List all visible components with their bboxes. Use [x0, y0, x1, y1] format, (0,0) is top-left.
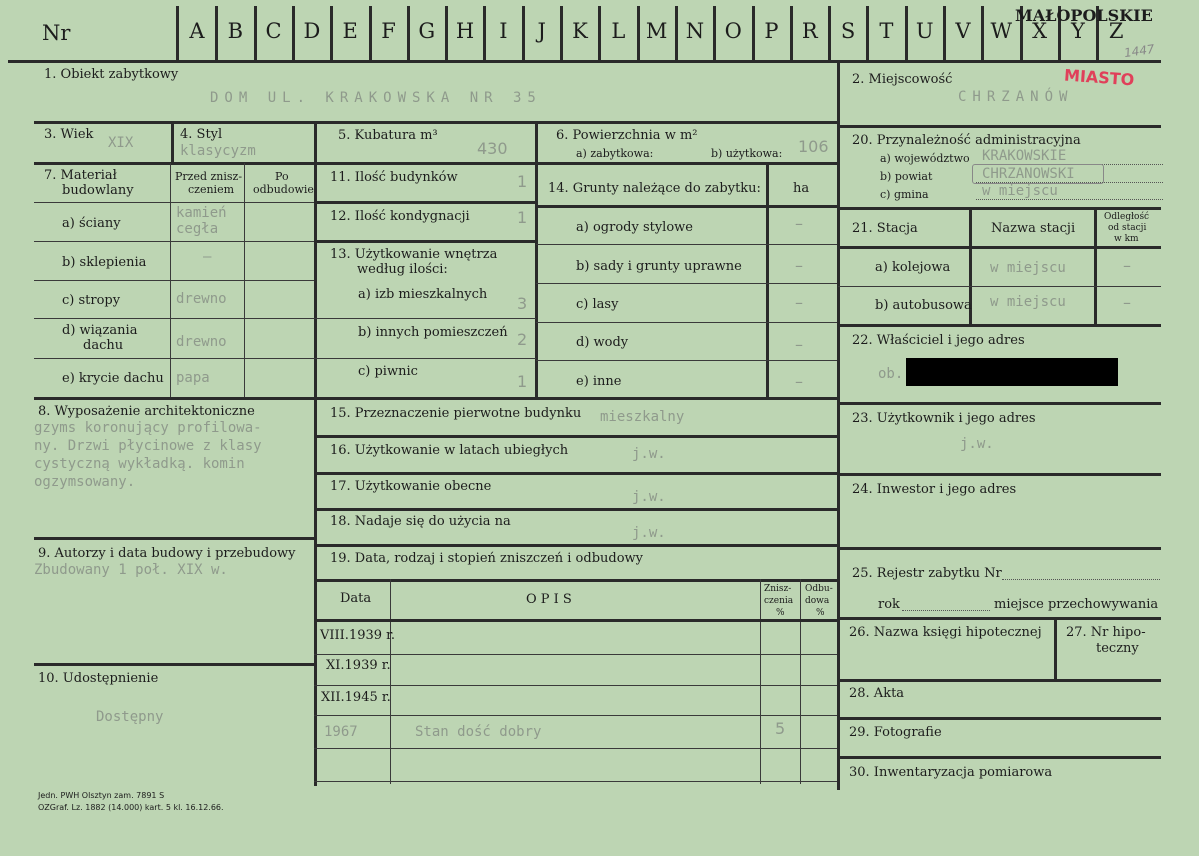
rule [314, 619, 839, 622]
col-destr-2: czenia [764, 596, 794, 606]
rule [34, 162, 314, 165]
field-1-value: DOM UL. KRAKOWSKA NR 35 [210, 90, 542, 106]
material-row-label: d) wiązania [62, 323, 138, 338]
rule [314, 685, 839, 686]
letter-i: I [499, 19, 508, 43]
rule [314, 201, 536, 204]
field-13-label-2: według ilości: [357, 262, 448, 277]
field-27-label: 27. Nr hipo- [1066, 625, 1146, 640]
rule [536, 360, 839, 361]
rule [171, 121, 174, 163]
dotted-line [902, 610, 990, 611]
rule [536, 322, 839, 323]
field-8-line: ogzymsowany. [34, 474, 136, 490]
rule [314, 240, 536, 243]
col-rebuild-2: dowa [805, 596, 830, 606]
field-6-a-label: a) zabytkowa: [576, 147, 654, 160]
rule [838, 756, 1161, 759]
letter-b: B [227, 19, 244, 43]
field-20a-value: KRAKOWSKIE [982, 148, 1067, 164]
col-after-1: Po [275, 170, 289, 183]
field-16-value: j.w. [632, 446, 666, 462]
field-8-line: gzyms koronujący profilowa- [34, 420, 262, 436]
field-15-label: 15. Przeznaczenie pierwotne budynku [330, 406, 582, 421]
land-row-label: e) inne [576, 374, 622, 389]
damage-row-date: XII.1945 r. [321, 690, 391, 705]
letter-t: T [879, 19, 894, 43]
field-30-label: 30. Inwentaryzacja pomiarowa [849, 765, 1053, 780]
field-5-label: 5. Kubatura m³ [338, 128, 438, 143]
land-row-value: – [795, 214, 803, 233]
field-11-label: 11. Ilość budynków [330, 170, 458, 185]
dotted-line [1002, 579, 1160, 580]
field-13c-value: 1 [517, 372, 528, 391]
letter-n: N [685, 19, 705, 43]
rule [314, 544, 839, 547]
rule [34, 663, 314, 666]
material-row-value: drewno [176, 291, 227, 307]
field-20c-label: c) gmina [880, 188, 929, 201]
rule [536, 244, 839, 245]
col-after-2: odbudowie [253, 183, 314, 196]
rule [838, 547, 1161, 550]
field-29-label: 29. Fotografie [849, 725, 942, 740]
handwritten-number: 1447 [1123, 41, 1156, 61]
land-row-label: d) wody [576, 335, 629, 350]
letter-j: J [537, 19, 546, 43]
rule [838, 473, 1161, 476]
dotted-line [976, 199, 1163, 200]
col-rebuild-1: Odbu- [805, 584, 833, 594]
rule [314, 435, 839, 438]
letter-g: G [418, 19, 436, 43]
material-row-label: b) sklepienia [62, 255, 147, 270]
land-row-value: – [795, 335, 803, 354]
station-rail-label: a) kolejowa [875, 260, 951, 275]
letter-l: L [611, 19, 626, 43]
field-9-value: Zbudowany 1 poł. XIX w. [34, 562, 228, 578]
rule [390, 579, 391, 784]
rule [314, 748, 839, 749]
letter-f: F [381, 19, 396, 43]
nr-label: Nr [42, 21, 71, 45]
field-4-label: 4. Styl [180, 127, 223, 142]
rule [34, 537, 314, 540]
field-18-value: j.w. [632, 525, 666, 541]
rule [314, 318, 536, 319]
rule [314, 358, 536, 359]
col-before-2: czeniem [188, 183, 235, 196]
field-20a-label: a) województwo [880, 152, 970, 165]
damage-row-desc: Stan dość dobry [415, 724, 542, 740]
field-8-label: 8. Wyposażenie architektoniczne [38, 404, 255, 419]
rule [314, 715, 839, 716]
region-label: MAŁOPOLSKIE [1015, 6, 1153, 25]
rule [536, 283, 839, 284]
land-row-label: c) lasy [576, 297, 619, 312]
rule [838, 246, 1161, 249]
field-3-label: 3. Wiek [44, 127, 94, 142]
letter-c: C [265, 19, 282, 43]
field-20-label: 20. Przynależność administracyjna [852, 133, 1081, 148]
col-before-1: Przed znisz- [175, 170, 243, 183]
material-row-label: e) krycie dachu [62, 371, 164, 386]
rule [176, 6, 179, 61]
rule [34, 358, 314, 359]
letter-p: P [764, 19, 779, 43]
field-14-label: 14. Grunty należące do zabytku: [548, 181, 761, 196]
letter-e: E [342, 19, 358, 43]
field-13a-label: a) izb mieszkalnych [358, 287, 488, 302]
rule [800, 579, 801, 784]
field-25-rok: rok [878, 597, 900, 612]
material-row-value: cegła [176, 221, 219, 237]
rule [314, 508, 839, 511]
material-row-value: papa [176, 370, 210, 386]
field-2-label: 2. Miejscowość [852, 72, 953, 87]
field-17-label: 17. Użytkowanie obecne [330, 479, 492, 494]
letter-w: W [990, 19, 1013, 43]
field-9-label: 9. Autorzy i data budowy i przebudowy [38, 546, 296, 561]
letter-h: H [455, 19, 475, 43]
col-distance-1: Odległość [1104, 212, 1150, 222]
field-16-label: 16. Użytkowanie w latach ubiegłych [330, 443, 569, 458]
rule [34, 121, 839, 124]
field-14-unit: ha [793, 181, 810, 196]
rule [8, 60, 1161, 63]
col-desc: O P I S [526, 592, 572, 607]
rule [314, 781, 839, 782]
field-26-label: 26. Nazwa księgi hipotecznej [849, 625, 1042, 640]
rule [314, 121, 317, 786]
field-13b-label: b) innych pomieszczeń [358, 325, 508, 340]
letter-k: K [572, 19, 588, 43]
rule [34, 397, 839, 400]
col-distance-3: w km [1114, 234, 1139, 244]
field-21-label: 21. Stacja [852, 221, 918, 236]
station-bus-value: w miejscu [990, 294, 1066, 310]
field-3-value: XIX [108, 135, 134, 151]
material-row-value: kamień [176, 205, 227, 221]
letter-s: S [840, 19, 856, 43]
city-stamp: MIASTO [1063, 65, 1135, 90]
field-5-value: 430 [477, 139, 508, 158]
field-22-prefix: ob. [878, 366, 904, 382]
land-row-value: – [795, 372, 803, 391]
letter-z: Z [1108, 19, 1124, 43]
land-row-value: – [795, 293, 803, 312]
field-7-label: 7. Materiał [44, 168, 117, 183]
field-8-line: cystyczną wykładką. komin [34, 456, 245, 472]
field-10-label: 10. Udostępnienie [38, 671, 159, 686]
field-8-line: ny. Drzwi płycinowe z klasy [34, 438, 262, 454]
letter-y: Y [1070, 19, 1085, 43]
rule [760, 579, 761, 784]
land-row-value: – [795, 256, 803, 275]
field-12-value: 1 [517, 208, 528, 227]
field-27-label-2: teczny [1096, 641, 1139, 656]
field-18-label: 18. Nadaje się do użycia na [330, 514, 511, 529]
field-13b-value: 2 [517, 330, 528, 349]
rule [1094, 208, 1097, 325]
field-1-label: 1. Obiekt zabytkowy [44, 67, 179, 82]
field-12-label: 12. Ilość kondygnacji [330, 209, 470, 224]
rule [838, 207, 1161, 210]
footer-line-1: Jedn. PWH Olsztyn zam. 7891 S [38, 791, 165, 800]
land-row-label: b) sady i grunty uprawne [576, 259, 742, 274]
damage-row-date: 1967 [324, 724, 358, 740]
letter-u: U [915, 19, 934, 43]
footer-line-2: OZGraf. Lz. 1882 (14.000) kart. 5 kl. 16.12.66. [38, 803, 224, 812]
station-rail-distance: – [1123, 256, 1131, 275]
field-20b-value: CHRZANOWSKI [982, 166, 1075, 182]
field-13c-label: c) piwnic [358, 364, 418, 379]
field-11-value: 1 [517, 172, 528, 191]
rule [536, 205, 839, 208]
field-10-value: Dostępny [96, 709, 164, 725]
field-25-label: 25. Rejestr zabytku Nr [852, 566, 1002, 581]
field-6-label: 6. Powierzchnia w m² [556, 128, 698, 143]
material-row-value: – [203, 249, 212, 265]
field-24-label: 24. Inwestor i jego adres [852, 482, 1017, 497]
station-bus-distance: – [1123, 293, 1131, 312]
field-19-label: 19. Data, rodzaj i stopień zniszczeń i odbudowy [330, 551, 644, 566]
material-row-label: a) ściany [62, 216, 121, 231]
field-13a-value: 3 [517, 294, 528, 313]
rule [838, 286, 1161, 287]
field-4-value: klasycyzm [180, 143, 256, 159]
col-destr-3: % [776, 608, 785, 618]
rule [1054, 618, 1057, 680]
station-rail-value: w miejscu [990, 260, 1066, 276]
col-date: Data [340, 591, 372, 606]
letter-v: V [955, 19, 971, 43]
col-distance-2: od stacji [1108, 223, 1147, 233]
field-25-place: miejsce przechowywania [994, 597, 1159, 612]
field-20b-label: b) powiat [880, 170, 933, 183]
field-17-value: j.w. [632, 489, 666, 505]
rule [838, 324, 1161, 327]
field-13-label: 13. Użytkowanie wnętrza [330, 247, 498, 262]
rule [314, 162, 839, 165]
rule [838, 402, 1161, 405]
rule [838, 617, 1161, 620]
rule [838, 679, 1161, 682]
rule [34, 318, 314, 319]
station-bus-label: b) autobusowa [875, 298, 972, 313]
material-row-label: c) stropy [62, 293, 121, 308]
letter-r: R [801, 19, 818, 43]
rule [314, 654, 839, 655]
col-destr-1: Znisz- [764, 584, 792, 594]
field-23-label: 23. Użytkownik i jego adres [852, 411, 1036, 426]
rule [766, 163, 769, 398]
field-22-label: 22. Właściciel i jego adres [852, 333, 1025, 348]
letter-m: M [645, 19, 668, 43]
field-28-label: 28. Akta [849, 686, 905, 701]
rule [34, 202, 314, 203]
rule [838, 717, 1161, 720]
field-7-label-2: budowlany [62, 183, 134, 198]
rule [314, 472, 839, 475]
damage-row-destr: 5 [775, 719, 786, 738]
damage-row-date: XI.1939 r. [326, 658, 391, 673]
col-rebuild-3: % [816, 608, 825, 618]
damage-row-date: VIII.1939 r. [320, 628, 396, 643]
field-20c-value: w miejscu [982, 183, 1058, 199]
land-row-label: a) ogrody stylowe [576, 220, 693, 235]
rule [34, 241, 314, 242]
letter-a: A [189, 19, 205, 43]
material-row-value: drewno [176, 334, 227, 350]
letter-x: X [1032, 19, 1048, 43]
letter-d: D [303, 19, 321, 43]
material-row-label-2: dachu [83, 338, 124, 353]
field-2-value: CHRZANÓW [958, 89, 1074, 105]
field-15-value: mieszkalny [600, 409, 685, 425]
field-6-b-label: b) użytkowa: [711, 147, 783, 160]
letter-o: O [724, 19, 742, 43]
rule [838, 125, 1161, 128]
rule [34, 280, 314, 281]
col-station-name: Nazwa stacji [991, 221, 1076, 236]
redaction-bar [906, 358, 1118, 386]
field-23-value: j.w. [960, 436, 994, 452]
field-6-b-value: 106 [798, 137, 829, 156]
